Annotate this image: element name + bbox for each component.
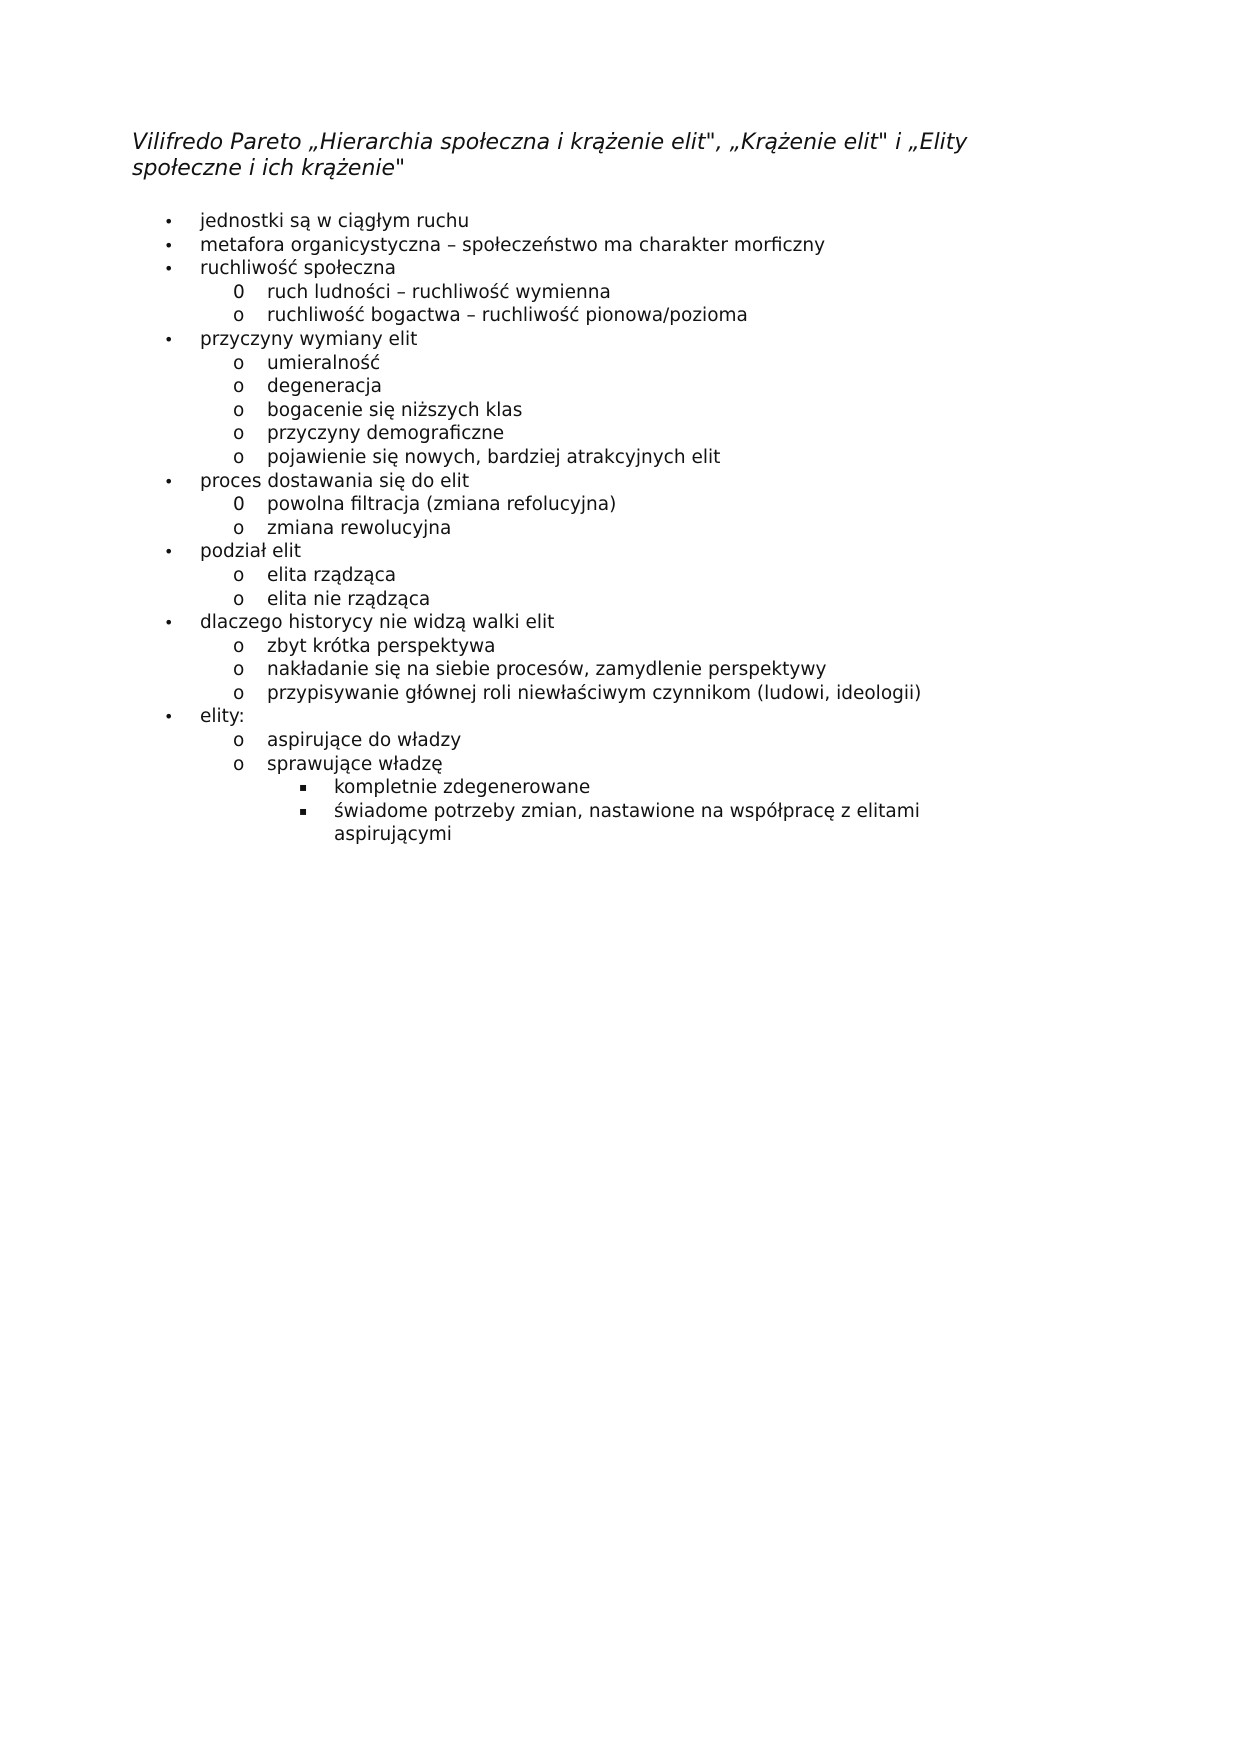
list-item-text: zmiana rewolucyjna (267, 517, 452, 539)
list-item-text: pojawienie się nowych, bardziej atrakcyjnych elit (267, 446, 721, 468)
bullet-icon: o (233, 305, 245, 327)
list-item-level-1 (0, 611, 1240, 635)
bullet-icon: • (164, 259, 174, 279)
list-item-text: aspirujące do władzy (267, 730, 462, 752)
bullet-icon: o (233, 730, 245, 752)
list-item-text: sprawujące władzę (267, 753, 443, 775)
list-item-text: ruchliwość społeczna (200, 258, 396, 280)
list-item-level-2 (0, 564, 1240, 588)
bullet-icon: o (233, 376, 245, 398)
list-item-level-2 (0, 422, 1240, 446)
list-item-text: powolna filtracja (zmiana refolucyjna) (267, 494, 617, 516)
list-item-level-2 (0, 753, 1240, 777)
document-title: Vilifredo Pareto „Hierarchia społeczna i krążenie elit", „Krążenie elit" i „Elity społeczne i ich krążenie" (132, 130, 968, 181)
list-item-text: elita rządząca (267, 564, 397, 586)
list-item-text: degeneracja (267, 376, 382, 398)
list-item-level-2 (0, 682, 1240, 706)
bullet-icon: o (233, 423, 245, 445)
list-item-level-1 (0, 705, 1240, 729)
list-item-level-3 (0, 776, 1240, 800)
list-item-text: nakładanie się na siebie procesów, zamydlenie perspektywy (267, 659, 827, 681)
bullet-icon: 0 (233, 494, 245, 516)
bullet-icon: ▪ (299, 780, 308, 795)
bullet-icon: o (233, 446, 245, 468)
list-item-level-2 (0, 352, 1240, 376)
list-item-text: ruchliwość bogactwa – ruchliwość pionowa/pozioma (267, 305, 748, 327)
list-item-text: zbyt krótka perspektywa (267, 635, 496, 657)
bullet-icon: o (233, 352, 245, 374)
bullet-icon: o (233, 517, 245, 539)
list-item-text: przyczyny demograficzne (267, 423, 505, 445)
list-item-text: jednostki są w ciągłym ruchu (200, 211, 470, 232)
list-item-text: przyczyny wymiany elit (200, 328, 418, 350)
bullet-icon: ▪ (299, 803, 308, 818)
list-item-text: elity: (200, 706, 245, 728)
list-item-text: elita nie rządząca (267, 588, 431, 610)
list-item-level-1 (0, 210, 1240, 234)
list-item-level-1 (0, 257, 1240, 281)
list-item-text: podział elit (200, 541, 302, 563)
outline-list (0, 210, 1240, 847)
list-item-level-2 (0, 517, 1240, 541)
bullet-icon: • (164, 471, 174, 491)
bullet-icon: • (164, 212, 174, 231)
list-item-level-2 (0, 375, 1240, 399)
list-item-level-2 (0, 281, 1240, 305)
list-item-level-1 (0, 540, 1240, 564)
list-item-text: metafora organicystyczna – społeczeństwo ma charakter morficzny (200, 234, 826, 256)
list-item-text: przypisywanie głównej roli niewłaściwym czynnikom (ludowi, ideologii) (267, 682, 922, 704)
list-item-level-2 (0, 493, 1240, 517)
list-item-level-2 (0, 729, 1240, 753)
bullet-icon: • (164, 235, 174, 255)
bullet-icon: o (233, 682, 245, 704)
list-item-text: aspirującymi (334, 824, 452, 846)
list-item-level-2 (0, 658, 1240, 682)
list-item-text: umieralność (267, 352, 381, 374)
list-item-level-1 (0, 234, 1240, 258)
bullet-icon: o (233, 588, 245, 610)
list-item-text: kompletnie zdegenerowane (334, 777, 591, 799)
bullet-icon: • (164, 329, 174, 349)
list-item-level-3 (0, 800, 1240, 824)
list-item-text: proces dostawania się do elit (200, 470, 470, 492)
bullet-icon: o (233, 399, 245, 421)
list-item-text: świadome potrzeby zmian, nastawione na współpracę z elitami (334, 800, 920, 822)
list-item-level-2 (0, 635, 1240, 659)
list-item-text: ruch ludności – ruchliwość wymienna (267, 281, 611, 303)
bullet-icon: o (233, 564, 245, 586)
bullet-icon: • (164, 613, 174, 633)
bullet-icon: o (233, 659, 245, 681)
list-item-level-2 (0, 304, 1240, 328)
list-item-text: bogacenie się niższych klas (267, 399, 523, 421)
list-item-level-2 (0, 588, 1240, 612)
bullet-icon: o (233, 753, 245, 775)
list-item-level-3 (0, 823, 1240, 847)
bullet-icon: • (164, 707, 174, 727)
bullet-icon: 0 (233, 281, 245, 303)
bullet-icon: o (233, 635, 245, 657)
list-item-text: dlaczego historycy nie widzą walki elit (200, 612, 555, 634)
bullet-icon: • (164, 542, 174, 562)
list-item-level-1 (0, 470, 1240, 494)
list-item-level-2 (0, 446, 1240, 470)
list-item-level-2 (0, 399, 1240, 423)
list-item-level-1 (0, 328, 1240, 352)
